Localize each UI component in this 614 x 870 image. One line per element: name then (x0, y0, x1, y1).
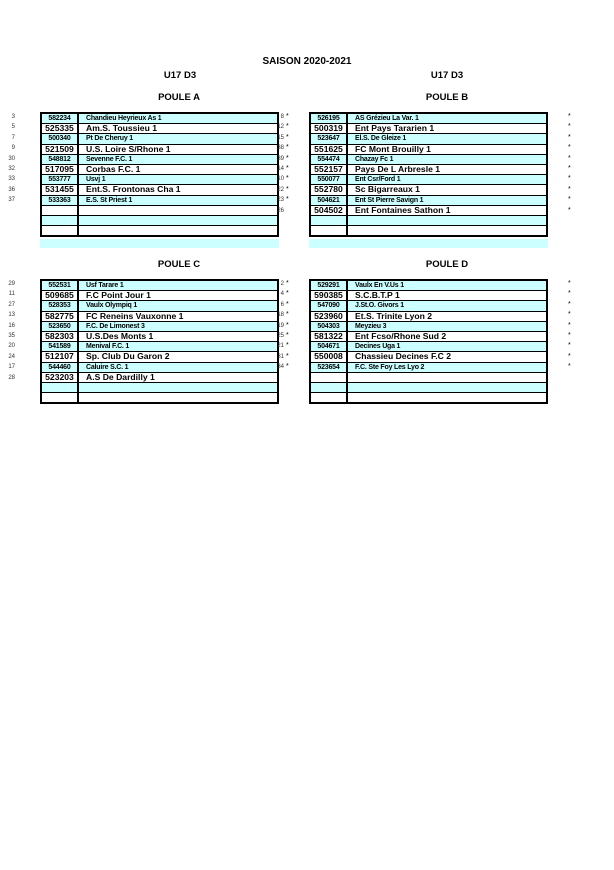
team-name: S.C.B.T.P 1 (347, 291, 547, 301)
team-name: Vaulx En V.Us 1 (347, 280, 547, 291)
club-code: 504502 (310, 205, 347, 215)
row-star: * (568, 113, 571, 120)
row-number: 13 (8, 312, 15, 319)
row-number: 39 (277, 155, 284, 162)
highlight-band (40, 239, 279, 248)
club-code (41, 226, 78, 237)
team-name: Ent Pays Tararien 1 (347, 124, 547, 134)
table-row (41, 226, 278, 237)
team-name (347, 215, 547, 225)
table-row (310, 393, 547, 404)
team-name: Pt De Cheruy 1 (78, 134, 278, 144)
team-name: Ent Csr/Ford 1 (347, 175, 547, 185)
row-star: * (286, 164, 289, 172)
row-star (286, 383, 289, 393)
row-number: 10 (277, 176, 284, 183)
club-code: 544460 (41, 362, 78, 372)
club-code: 517095 (41, 164, 78, 174)
row-star (568, 373, 571, 383)
table-row (41, 280, 278, 291)
row-number: 27 (8, 301, 15, 308)
category-right: U17 D3 (430, 70, 464, 81)
team-name: F.C. Ste Foy Les Lyo 2 (347, 362, 547, 372)
row-number-column (3, 279, 15, 404)
row-number: 12 (277, 124, 284, 131)
table-row (41, 154, 278, 164)
club-code: 504303 (310, 321, 347, 331)
club-code: 550008 (310, 352, 347, 362)
row-star: * (568, 290, 571, 298)
row-number: 25 (277, 332, 284, 339)
team-name: AS Grézieu La Var. 1 (347, 113, 547, 124)
table-row (41, 372, 278, 382)
row-star (568, 383, 571, 393)
club-code: 582775 (41, 311, 78, 321)
table-row (41, 352, 278, 362)
row-number (3, 216, 15, 226)
table-row (41, 113, 278, 124)
star-column (286, 279, 289, 404)
team-name (347, 226, 547, 237)
row-number: 4 (280, 291, 284, 298)
club-code: 500340 (41, 134, 78, 144)
row-number: 5 (11, 124, 15, 131)
table-row (41, 331, 278, 341)
team-name: J.St.O. Givors 1 (347, 301, 547, 311)
table-row (310, 280, 547, 291)
row-star: * (286, 144, 289, 152)
team-name (347, 393, 547, 404)
row-number (272, 383, 284, 393)
row-number (3, 383, 15, 393)
club-code: 553777 (41, 175, 78, 185)
row-star: * (568, 352, 571, 360)
row-star: * (286, 175, 289, 183)
club-code (310, 382, 347, 392)
team-table (309, 279, 548, 404)
row-number: 22 (277, 186, 284, 193)
row-star: * (568, 321, 571, 329)
table-row (41, 362, 278, 372)
club-code (41, 382, 78, 392)
table-row (310, 382, 547, 392)
poule-b-title: POULE B (425, 92, 469, 103)
row-star: * (568, 363, 571, 371)
table-row (41, 311, 278, 321)
team-name: El.S. De Gleize 1 (347, 134, 547, 144)
row-number-column (272, 279, 284, 404)
club-code: 528353 (41, 301, 78, 311)
row-star: * (286, 331, 289, 339)
club-code: 582234 (41, 113, 78, 124)
team-name: Sevenne F.C. 1 (78, 154, 278, 164)
row-number: 28 (8, 374, 15, 381)
club-code: 500319 (310, 124, 347, 134)
club-code: 523650 (41, 321, 78, 331)
row-number: 31 (277, 353, 284, 360)
row-number: 15 (277, 134, 284, 141)
row-star (568, 393, 571, 403)
table-row (310, 342, 547, 352)
table-row (41, 205, 278, 215)
club-code: 554474 (310, 154, 347, 164)
row-star (286, 216, 289, 226)
row-star: * (286, 185, 289, 193)
club-code (310, 215, 347, 225)
club-code (41, 393, 78, 404)
club-code: 581322 (310, 331, 347, 341)
table-row (41, 342, 278, 352)
star-column (568, 279, 571, 404)
row-star (286, 226, 289, 236)
table-row (310, 321, 547, 331)
team-name: Am.S. Toussieu 1 (78, 124, 278, 134)
club-code: 523654 (310, 362, 347, 372)
row-star: * (286, 311, 289, 319)
row-number (272, 373, 284, 383)
row-number (272, 393, 284, 403)
row-star: * (286, 352, 289, 360)
club-code: 541589 (41, 342, 78, 352)
row-number (272, 226, 284, 236)
club-code: 552531 (41, 280, 78, 291)
table-row (310, 144, 547, 154)
row-number: 32 (8, 165, 15, 172)
club-code (310, 393, 347, 404)
team-name: U.S.Des Monts 1 (78, 331, 278, 341)
row-star: * (286, 113, 289, 120)
table-row (310, 226, 547, 237)
club-code (310, 372, 347, 382)
table-row (310, 175, 547, 185)
team-name: Usvj 1 (78, 175, 278, 185)
row-number: 17 (8, 364, 15, 371)
club-code: 523203 (41, 372, 78, 382)
team-name: Caluire S.C. 1 (78, 362, 278, 372)
team-name: Chandieu Heyrieux As 1 (78, 113, 278, 124)
row-star (568, 226, 571, 236)
club-code: 552157 (310, 164, 347, 174)
table-row (310, 113, 547, 124)
highlight-band (309, 239, 548, 248)
team-name: Ent Fontaines Sathon 1 (347, 205, 547, 215)
row-star: * (286, 280, 289, 287)
row-number: 7 (11, 134, 15, 141)
club-code: 512107 (41, 352, 78, 362)
row-number (3, 206, 15, 216)
club-code: 525335 (41, 124, 78, 134)
row-star: * (568, 300, 571, 308)
table-row (310, 124, 547, 134)
team-table (309, 112, 548, 237)
club-code: 531455 (41, 185, 78, 195)
row-number: 21 (277, 343, 284, 350)
club-code (41, 215, 78, 225)
row-star: * (286, 300, 289, 308)
team-name: Et.S. Trinite Lyon 2 (347, 311, 547, 321)
row-star: * (568, 280, 571, 287)
table-row (310, 291, 547, 301)
club-code: 552780 (310, 185, 347, 195)
club-code: 504671 (310, 342, 347, 352)
row-star: * (568, 311, 571, 319)
table-row (41, 291, 278, 301)
row-number: 37 (8, 197, 15, 204)
row-star: * (286, 123, 289, 131)
team-name: Decines Uga 1 (347, 342, 547, 352)
row-number: 20 (8, 343, 15, 350)
table-row (310, 372, 547, 382)
club-code: 590385 (310, 291, 347, 301)
row-number: 38 (277, 145, 284, 152)
club-code: 523647 (310, 134, 347, 144)
row-star: * (568, 133, 571, 141)
club-code (41, 205, 78, 215)
club-code: 529291 (310, 280, 347, 291)
team-name: A.S De Dardilly 1 (78, 372, 278, 382)
team-name: FC Mont Brouilly 1 (347, 144, 547, 154)
table-row (41, 195, 278, 205)
table-row (41, 185, 278, 195)
row-star: * (568, 164, 571, 172)
club-code: 533363 (41, 195, 78, 205)
table-row (41, 144, 278, 154)
row-number: 2 (280, 281, 284, 287)
team-name (347, 372, 547, 382)
team-name: Ent St Pierre Savign 1 (347, 195, 547, 205)
row-number: 16 (8, 322, 15, 329)
row-star: * (286, 290, 289, 298)
club-code: 526195 (310, 113, 347, 124)
row-number: 14 (277, 165, 284, 172)
team-name (78, 205, 278, 215)
row-star: * (568, 175, 571, 183)
table-row (310, 215, 547, 225)
poule-d-title: POULE D (425, 259, 469, 270)
table-row (41, 164, 278, 174)
poule-c-title: POULE C (157, 259, 201, 270)
row-number: 9 (11, 145, 15, 152)
row-star: * (286, 321, 289, 329)
row-star: * (568, 123, 571, 131)
row-number: 6 (280, 301, 284, 308)
row-star (286, 393, 289, 403)
team-name: Vaulx Olympiq 1 (78, 301, 278, 311)
team-name: FC Reneins Vauxonne 1 (78, 311, 278, 321)
row-star: * (568, 331, 571, 339)
team-name (78, 215, 278, 225)
table-row (310, 154, 547, 164)
club-code: 548812 (41, 154, 78, 164)
club-code: 509685 (41, 291, 78, 301)
team-table (40, 279, 279, 404)
club-code: 582303 (41, 331, 78, 341)
club-code: 551625 (310, 144, 347, 154)
row-number: 18 (277, 312, 284, 319)
team-name: Pays De L Arbresle 1 (347, 164, 547, 174)
row-star: * (568, 206, 571, 214)
row-number: 34 (277, 364, 284, 371)
row-number: 19 (277, 322, 284, 329)
table-row (41, 301, 278, 311)
row-number: 30 (8, 155, 15, 162)
row-star: * (568, 342, 571, 350)
table-row (41, 134, 278, 144)
row-star (286, 206, 289, 216)
team-name: U.S. Loire S/Rhone 1 (78, 144, 278, 154)
team-name: Ent Fcso/Rhone Sud 2 (347, 331, 547, 341)
row-star (286, 373, 289, 383)
team-name: F.C Point Jour 1 (78, 291, 278, 301)
row-number-column (3, 112, 15, 237)
team-name (78, 382, 278, 392)
team-name: Chazay Fc 1 (347, 154, 547, 164)
row-star (568, 216, 571, 226)
club-code: 504621 (310, 195, 347, 205)
team-name: Corbas F.C. 1 (78, 164, 278, 174)
team-name: Meyzieu 3 (347, 321, 547, 331)
row-number: 36 (8, 186, 15, 193)
team-name: Sc Bigarreaux 1 (347, 185, 547, 195)
team-name (78, 393, 278, 404)
row-star: * (286, 342, 289, 350)
row-number (3, 226, 15, 236)
table-row (310, 362, 547, 372)
table-row (41, 215, 278, 225)
table-row (41, 382, 278, 392)
team-name: Sp. Club Du Garon 2 (78, 352, 278, 362)
row-number: 8 (280, 114, 284, 120)
club-code: 550077 (310, 175, 347, 185)
row-number: 23 (277, 197, 284, 204)
table-row (310, 301, 547, 311)
row-number: 3 (11, 114, 15, 120)
club-code (310, 226, 347, 237)
table-row (41, 321, 278, 331)
row-number: 33 (8, 176, 15, 183)
table-row (41, 175, 278, 185)
star-column (286, 112, 289, 237)
table-row (41, 124, 278, 134)
row-star: * (286, 196, 289, 204)
poule-a-title: POULE A (158, 92, 200, 103)
row-star: * (286, 363, 289, 371)
table-row (310, 205, 547, 215)
row-star: * (568, 154, 571, 162)
table-row (310, 352, 547, 362)
table-row (310, 331, 547, 341)
row-star: * (568, 185, 571, 193)
row-number: 26 (277, 207, 284, 214)
star-column (568, 112, 571, 237)
team-name: Ent.S. Frontonas Cha 1 (78, 185, 278, 195)
table-row (310, 164, 547, 174)
row-number: 29 (8, 281, 15, 287)
team-name: Chassieu Decines F.C 2 (347, 352, 547, 362)
club-code: 523960 (310, 311, 347, 321)
row-number: 35 (8, 332, 15, 339)
team-table (40, 112, 279, 237)
table-row (310, 134, 547, 144)
team-name: Usf Tarare 1 (78, 280, 278, 291)
club-code: 547090 (310, 301, 347, 311)
table-row (41, 393, 278, 404)
row-number-column (272, 112, 284, 237)
row-number (272, 216, 284, 226)
team-name: E.S. St Priest 1 (78, 195, 278, 205)
row-number: 24 (8, 353, 15, 360)
row-number (3, 393, 15, 403)
team-name: F.C. De Limonest 3 (78, 321, 278, 331)
team-name (78, 226, 278, 237)
season-title: SAISON 2020-2021 (262, 56, 352, 67)
table-row (310, 195, 547, 205)
table-row (310, 311, 547, 321)
club-code: 521509 (41, 144, 78, 154)
category-left: U17 D3 (163, 70, 197, 81)
team-name: Menival F.C. 1 (78, 342, 278, 352)
row-number: 11 (8, 291, 15, 298)
team-name (347, 382, 547, 392)
row-star: * (286, 133, 289, 141)
row-star: * (286, 154, 289, 162)
row-star: * (568, 144, 571, 152)
row-star: * (568, 196, 571, 204)
table-row (310, 185, 547, 195)
